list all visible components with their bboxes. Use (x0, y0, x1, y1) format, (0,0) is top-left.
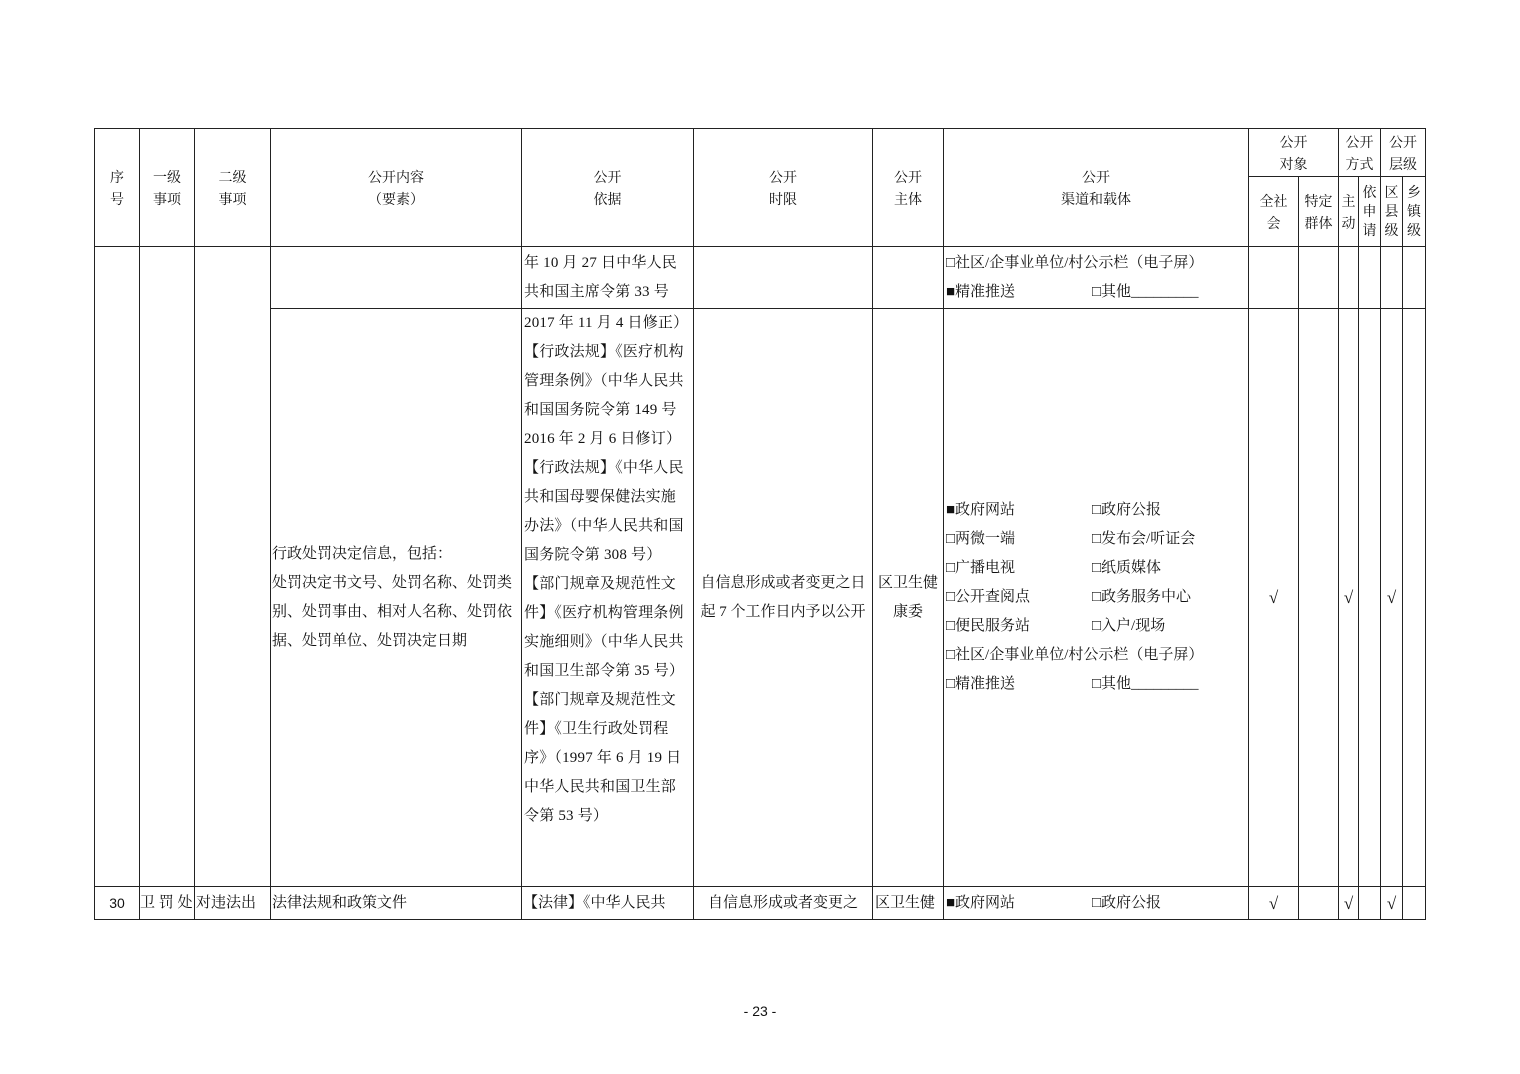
header-level-town: 乡 镇 级 (1403, 177, 1426, 247)
level1-cell (140, 247, 195, 887)
target-all-check: √ (1249, 887, 1299, 920)
channels-cell (944, 247, 1249, 309)
channel-option: □社区/企事业单位/村公示栏（电子屏） (946, 254, 1204, 271)
channel-option: □两微一端 (946, 531, 1016, 547)
content-cell: 行政处罚决定信息，包括： 处罚决定书文号、处罚名称、处罚类别、处罚事由、相对人名称、处罚依据、处罚单位、处罚决定日期 (271, 309, 522, 887)
header-level1: 一级 事项 (140, 129, 195, 247)
method-apply-cell (1359, 247, 1381, 309)
channel-option: □其他_________ (1092, 676, 1199, 692)
channel-option: □精准推送 (946, 676, 1016, 692)
level2-cell (195, 247, 271, 887)
header-level-county: 区 县 级 (1381, 177, 1403, 247)
header-level2: 二级 事项 (195, 129, 271, 247)
method-apply-check (1359, 887, 1381, 920)
subject-cell (873, 247, 944, 309)
channel-option: □广播电视 (946, 560, 1016, 576)
channel-row (946, 496, 1246, 525)
channel-row (946, 670, 1246, 699)
header-subject: 公开 主体 (873, 129, 944, 247)
level1-cell: 卫 罚 处 (140, 887, 195, 920)
table-row (95, 887, 1426, 920)
target-specific-cell (1299, 247, 1339, 309)
channel-option: □便民服务站 (946, 618, 1031, 634)
header-target-all: 全社 会 (1249, 177, 1299, 247)
method-active-check: √ (1339, 887, 1359, 920)
channel-option: □发布会/听证会 (1092, 531, 1196, 547)
header-seq: 序 号 (95, 129, 140, 247)
disclosure-table (94, 128, 1426, 920)
target-specific-check (1299, 887, 1339, 920)
channel-option: ■政府网站 (946, 894, 1016, 911)
level-town-check (1403, 309, 1426, 887)
header-target-group: 公开 对象 (1249, 129, 1339, 177)
channels-cell (944, 887, 1249, 920)
channel-row (946, 249, 1246, 278)
channel-option: □政府公报 (1092, 502, 1162, 518)
header-method-active: 主 动 (1339, 177, 1359, 247)
channel-option: □其他_________ (1092, 283, 1199, 300)
page-number: - 23 - (743, 1003, 777, 1019)
basis-cell: 2017 年 11 月 4 日修正） 【行政法规】《医疗机构管理条例》（中华人民共和国国务院令第 149 号 2016 年 2 月 6 日修订） 【行政法规】《中华人民共和国母婴保健法实施办法》（中华人民共和国国务院令第 308 号） 【部门规章及规范性文件】《医疗机构管理条例实施细则》（中华人民共和国卫生部令第 35 号） 【部门规章及规范性文件】《卫生行政处罚程序》（1997 年 6 月 19 日中华人民共和国卫生部令第 53 号） (522, 309, 694, 887)
level2-cell: 对违法出 (195, 887, 271, 920)
channel-row (946, 554, 1246, 583)
content-cell: 法律法规和政策文件 (271, 887, 522, 920)
basis-cell: 【法律】《中华人民共 (522, 887, 694, 920)
header-time-limit: 公开 时限 (694, 129, 873, 247)
method-active-cell (1339, 247, 1359, 309)
channel-option: □社区/企事业单位/村公示栏（电子屏） (946, 647, 1204, 663)
time-limit-cell (694, 247, 873, 309)
content-cell (271, 247, 522, 309)
level-town-cell (1403, 247, 1426, 309)
header-method-apply: 依 申 请 (1359, 177, 1381, 247)
target-specific-check (1299, 309, 1339, 887)
channel-row (946, 583, 1246, 612)
channel-row (946, 641, 1246, 670)
subject-cell: 区卫生健 (873, 887, 944, 920)
channels-cell (944, 309, 1249, 887)
method-active-check: √ (1339, 309, 1359, 887)
channel-row (946, 889, 1246, 918)
method-apply-check (1359, 309, 1381, 887)
target-all-cell (1249, 247, 1299, 309)
channel-row (946, 612, 1246, 641)
channel-option: □政府公报 (1092, 894, 1162, 911)
subject-cell: 区卫生健康委 (873, 309, 944, 887)
channel-option: □政务服务中心 (1092, 589, 1192, 605)
channel-row (946, 278, 1246, 307)
channel-option: □纸质媒体 (1092, 560, 1162, 576)
table-row (95, 247, 1426, 309)
header-method-group: 公开 方式 (1339, 129, 1381, 177)
seq-cell (95, 247, 140, 887)
channel-option: ■精准推送 (946, 283, 1016, 300)
table-row (95, 309, 1426, 887)
target-all-check: √ (1249, 309, 1299, 887)
level-town-check (1403, 887, 1426, 920)
seq-cell: 30 (95, 887, 140, 920)
channel-option: ■政府网站 (946, 502, 1016, 518)
header-channels: 公开 渠道和载体 (944, 129, 1249, 247)
level-county-cell (1381, 247, 1403, 309)
level-county-check: √ (1381, 309, 1403, 887)
basis-cell: 年 10 月 27 日中华人民共和国主席令第 33 号 (522, 247, 694, 309)
channel-row (946, 525, 1246, 554)
header-level-group: 公开 层级 (1381, 129, 1426, 177)
time-limit-cell: 自信息形成或者变更之日起 7 个工作日内予以公开 (694, 309, 873, 887)
channel-option: □入户/现场 (1092, 618, 1166, 634)
header-content: 公开内容 （要素） (271, 129, 522, 247)
level-county-check: √ (1381, 887, 1403, 920)
header-basis: 公开 依据 (522, 129, 694, 247)
header-target-specific: 特定 群体 (1299, 177, 1339, 247)
time-limit-cell: 自信息形成或者变更之 (694, 887, 873, 920)
channel-option: □公开查阅点 (946, 589, 1031, 605)
